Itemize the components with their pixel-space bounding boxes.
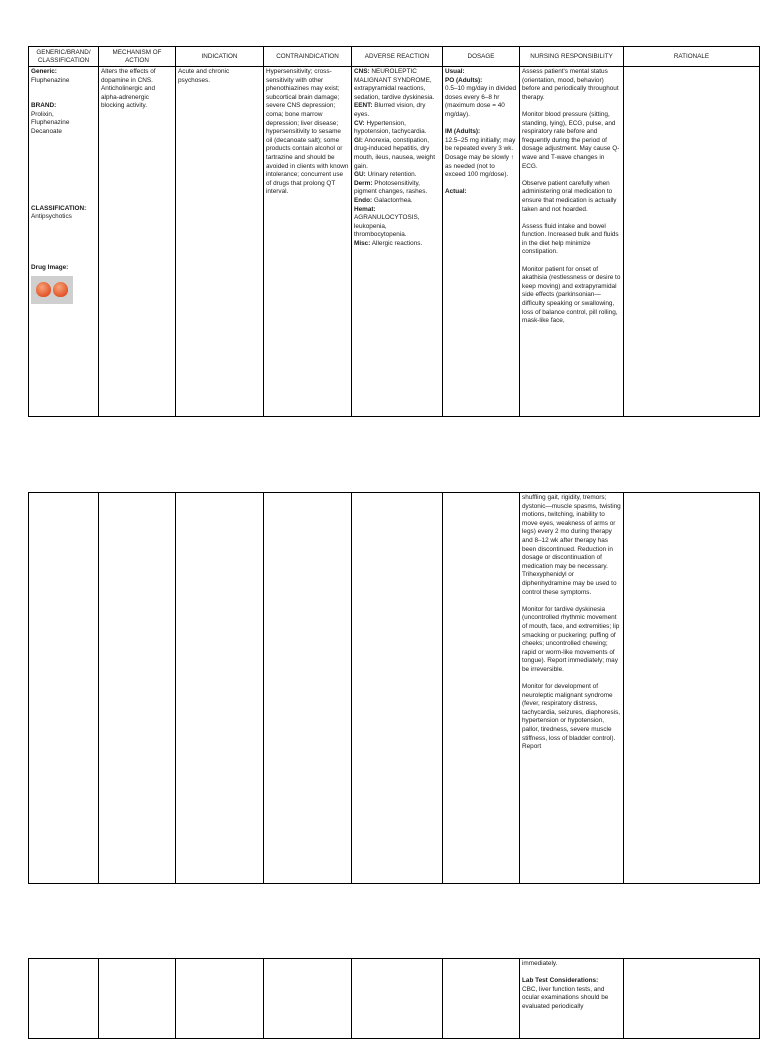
dosage-actual-label: Actual: [445,188,467,196]
lab-test-text: CBC, liver function tests, and ocular examinations should be evaluated periodically [522,985,609,1010]
header-contraindication: CONTRAINDICATION [264,47,352,67]
drug-image [31,276,73,304]
drug-image-label: Drug Image: [31,264,69,272]
adverse-gu: GU: Urinary retention. [354,171,417,179]
cell-generic [29,67,99,417]
nursing-item: Monitor patient for onset of akathisia (restlessness or desire to keep moving) and extrapyramidal side effects (parkinsonian—difficulty speaking or swallowing, loss of balance control, pill rolling, mask-like face, [522,265,621,325]
drug-table-page-3 [28,958,760,1039]
cell-indication: Acute and chronic psychoses. [176,67,264,417]
adverse-derm: Derm: Photosensitivity, pigment changes, rashes. [354,179,428,196]
header-adverse-reaction: ADVERSE REACTION [352,47,443,67]
cell-adverse-reaction [352,959,443,1039]
cell-nursing-responsibility [520,959,624,1039]
drug-table-page-1 [28,46,760,417]
cell-contraindication [264,959,352,1039]
nursing-item: immediately. [522,960,558,967]
brand-line-3: Decanoate [31,127,62,135]
nursing-item: Assess fluid intake and bowel function. Increased bulk and fluids in the diet help minimize constipation. [522,222,619,256]
dosage-usual-label: Usual: [445,68,465,75]
nursing-item: Assess patient's mental status (orientation, mood, behavior) before and periodically throughout therapy. [522,68,619,101]
nursing-item: Monitor for development of neuroleptic malignant syndrome (fever, respiratory distress, tachycardia, seizures, diaphoresis, hypertension or hypotension, pallor, tiredness, severe muscle stiffness, loss of bladder control). Report [522,683,621,751]
cell-rationale [624,959,760,1039]
adverse-eent: EENT: Blurred vision, dry eyes. [354,102,426,118]
nursing-item: shuffling gait, rigidity, tremors; dystonic—muscle spasms, twisting motions, twitching, inability to move eyes, weakness of arms or legs) every 2 mo during therapy and 8–12 wk after therapy has been discontinued. Reduction in dosage or discontinuation of medication may be necessary. Trihexyphenidyl or diphenhydramine may be used to control these symptoms. [522,494,621,596]
cell-mechanism [99,493,176,884]
cell-indication [176,959,264,1039]
brand-line-2: Fluphenazine [31,119,70,127]
header-rationale: RATIONALE [624,47,760,67]
cell-adverse-reaction [352,67,443,417]
cell-nursing-responsibility [520,493,624,884]
dosage-po-text: 0.5–10 mg/day in divided doses every 6–8 hr (maximum dose = 40 mg/day). [445,85,517,118]
adverse-endo: Endo: Galactorrhea. [354,196,413,204]
tablet-icon [53,282,68,297]
table-header-row [29,47,760,67]
cell-dosage [443,959,520,1039]
table-row [29,493,760,884]
lab-test-label: Lab Test Considerations: [522,977,599,985]
header-mechanism: MECHANISM OF ACTION [99,47,176,67]
cell-generic [29,959,99,1039]
table-row [29,959,760,1039]
adverse-hemat: Hemat: AGRANULOCYTOSIS, leukopenia, thrombocytopenia. [354,205,420,239]
cell-dosage [443,493,520,884]
nursing-item: Monitor blood pressure (sitting, standing, lying), ECG, pulse, and respiratory rate before and frequently during the period of dosage adjustment. May cause Q-wave and T-wave changes in ECG. [522,110,620,170]
drug-table-page-2 [28,492,760,884]
cell-indication [176,493,264,884]
dosage-im-label: IM (Adults): [445,128,481,136]
cell-rationale [624,493,760,884]
tablet-icon [36,282,51,297]
classification-value: Antipsychotics [31,213,72,221]
generic-label: Generic: [31,68,57,75]
dosage-im-text: 12.5–25 mg initially; may be repeated every 3 wk. Dosage may be slowly ↑ as needed (not to exceed 100 mg/dose). [445,136,516,179]
cell-mechanism [99,959,176,1039]
cell-rationale [624,67,760,417]
generic-value: Fluphenazine [31,76,70,84]
header-nursing-responsibility: NURSING RESPONSIBILITY [520,47,624,67]
brand-line-1: Prolixin, [31,110,54,118]
adverse-misc: Misc: Allergic reactions. [354,239,423,247]
cell-contraindication [264,493,352,884]
dosage-po-label: PO (Adults): [445,76,483,84]
adverse-gi: GI: Anorexia, constipation, drug-induced hepatitis, dry mouth, ileus, nausea, weight gain. [354,136,435,170]
nursing-item: Monitor for tardive dyskinesia (uncontrolled rhythmic movement of mouth, face, and extremities; lip smacking or puckering; puffing of cheeks; uncontrolled chewing; rapid or worm-like movements of tongue). Report immediately; may be irreversible. [522,605,620,673]
adverse-cv: CV: Hypertension, hypotension, tachycardia. [354,119,427,136]
table-row [29,67,760,417]
cell-contraindication: Hypersensitivity; cross-sensitivity with other phenothiazines may exist; subcortical brain damage; severe CNS depression; coma; bone marrow depression; liver disease; hypersensitivity to sesame oil (decanoate salt); some products contain alcohol or tartrazine and should be avoided in clients with known intolerance; concurrent use of drugs that prolong QT interval. [264,67,352,417]
nursing-item: Observe patient carefully when administering oral medication to ensure that medication is actually taken and not hoarded. [522,179,617,213]
adverse-cns: CNS: NEUROLEPTIC MALIGNANT SYNDROME, extrapyramidal reactions, sedation, tardive dyskinesia. [354,68,435,101]
cell-adverse-reaction [352,493,443,884]
brand-label: BRAND: [31,102,57,110]
header-generic: GENERIC/BRAND/ CLASSIFICATION [29,47,99,67]
cell-generic [29,493,99,884]
classification-label: CLASSIFICATION: [31,204,87,212]
cell-nursing-responsibility [520,67,624,417]
header-indication: INDICATION [176,47,264,67]
header-dosage: DOSAGE [443,47,520,67]
cell-mechanism: Alters the effects of dopamine in CNS. Anticholinergic and alpha-adrenergic blocking activity. [99,67,176,417]
cell-dosage [443,67,520,417]
